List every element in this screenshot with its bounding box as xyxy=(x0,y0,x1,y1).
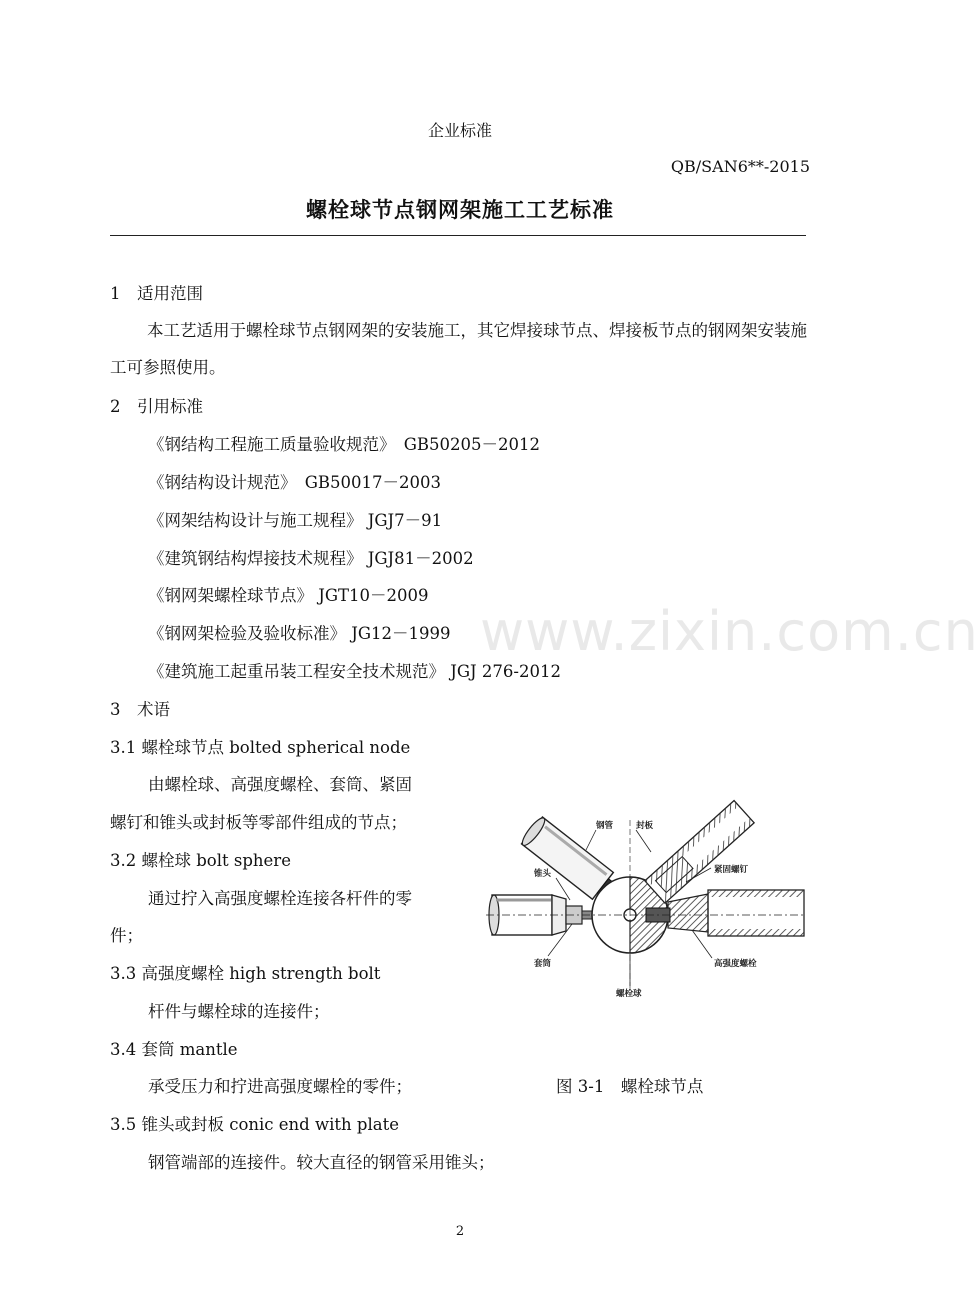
term-3-2-body: 件； xyxy=(110,926,143,945)
reference-item: 《钢结构工程施工质量验收规范》 GB50205－2012 xyxy=(148,435,541,454)
section-1-heading: 1 适用范围 xyxy=(110,284,203,303)
reference-item: 《建筑施工起重吊装工程安全技术规范》 JGJ 276-2012 xyxy=(148,662,561,681)
label-sleeve: 套筒 xyxy=(534,959,552,969)
term-3-2-heading: 3.2 螺栓球 bolt sphere xyxy=(110,851,291,870)
reference-item: 《钢网架检验及验收标准》 JG12－1999 xyxy=(148,624,451,643)
figure-caption: 图 3-1 螺栓球节点 xyxy=(556,1077,704,1096)
standard-number: QB/SAN6**-2015 xyxy=(670,157,810,176)
page-number: 2 xyxy=(455,1224,465,1239)
label-seal-plate: 封板 xyxy=(636,821,654,831)
term-3-1-body: 螺钉和锥头或封板等零部件组成的节点； xyxy=(110,813,407,832)
term-3-4-heading: 3.4 套筒 mantle xyxy=(110,1040,238,1059)
document-title: 螺栓球节点钢网架施工工艺标准 xyxy=(306,198,614,222)
reference-item: 《建筑钢结构焊接技术规程》 JGJ81－2002 xyxy=(148,549,474,568)
section-3-heading: 3 术语 xyxy=(110,700,170,719)
watermark xyxy=(480,600,979,663)
term-3-3-body: 杆件与螺栓球的连接件； xyxy=(148,1002,330,1021)
term-3-5-body: 钢管端部的连接件。较大直径的钢管采用锥头； xyxy=(148,1153,495,1172)
reference-item: 《钢结构设计规范》 GB50017－2003 xyxy=(148,473,442,492)
label-hs-bolt: 高强度螺栓 xyxy=(714,959,757,969)
section-2-heading: 2 引用标准 xyxy=(110,397,203,416)
term-3-1-heading: 3.1 螺栓球节点 bolted spherical node xyxy=(110,738,411,757)
term-3-2-body: 通过拧入高强度螺栓连接各杆件的零 xyxy=(148,889,412,908)
term-3-1-body: 由螺栓球、高强度螺栓、套筒、紧固 xyxy=(148,775,412,794)
reference-item: 《网架结构设计与施工规程》 JGJ7－91 xyxy=(148,511,443,530)
term-3-3-heading: 3.3 高强度螺栓 high strength bolt xyxy=(110,964,381,983)
term-3-5-heading: 3.5 锥头或封板 conic end with plate xyxy=(110,1115,399,1134)
reference-item: 《钢网架螺栓球节点》 JGT10－2009 xyxy=(148,586,429,605)
document-type: 企业标准 xyxy=(427,121,492,140)
bolt-ball-node-figure xyxy=(486,790,806,1010)
label-steel-pipe: 钢管 xyxy=(596,821,614,831)
label-set-screw: 紧固螺钉 xyxy=(714,865,749,875)
label-cone-head: 锥头 xyxy=(534,869,552,879)
watermark-text: www.zixin.com.cn xyxy=(480,600,979,663)
term-3-4-body: 承受压力和拧进高强度螺栓的零件； xyxy=(148,1077,412,1096)
title-rule xyxy=(110,235,806,236)
label-bolt-ball: 螺栓球 xyxy=(616,989,642,999)
section-1-body: 本工艺适用于螺栓球节点钢网架的安装施工，其它焊接球节点、焊接板节点的钢网架安装施工可参照使用。 xyxy=(110,321,807,377)
